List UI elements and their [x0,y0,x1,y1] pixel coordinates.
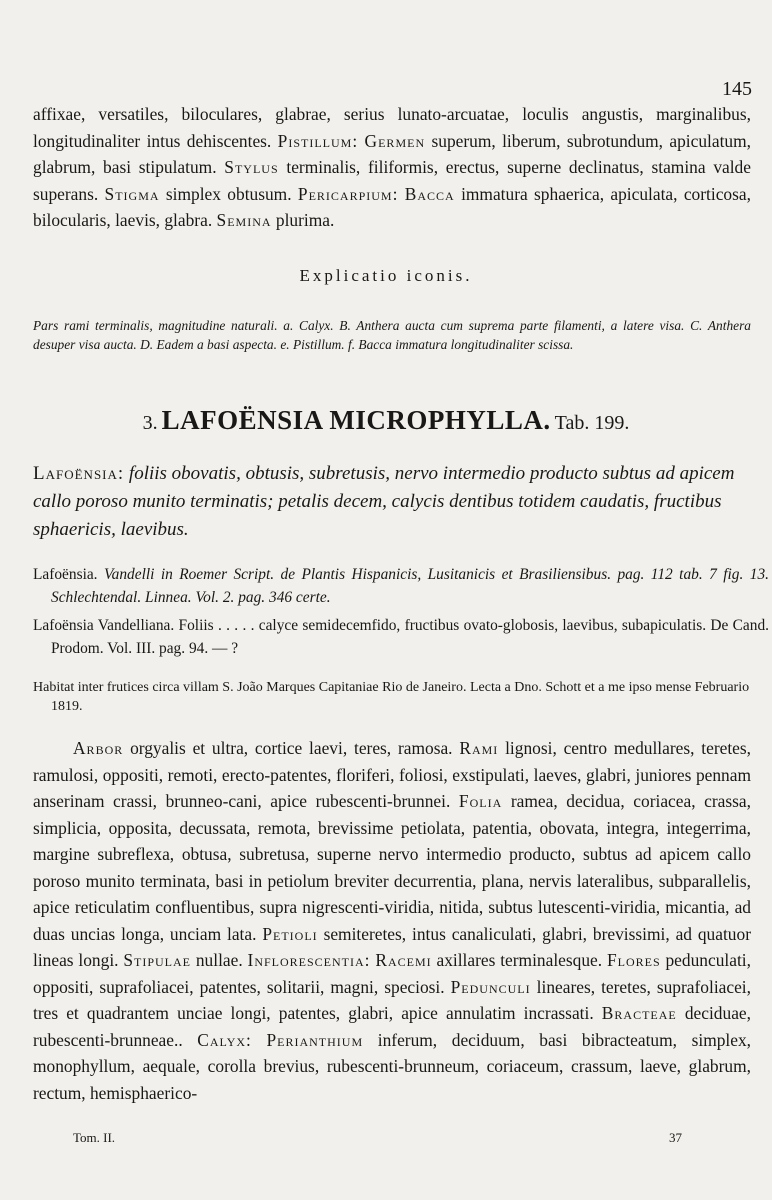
species-heading [0,405,772,436]
term-label: Bracteae [601,1003,677,1023]
term-label: Stylus [224,157,279,177]
description-paragraph [33,735,751,1106]
synonym-citation: Vandelli in Roemer Script. de Plantis Hispanicis, Lusitanicis et Brasiliensibus. pag. 112 tab. 7 fig. 13. Schlechtendal. Linnea. Vol. 2. pag. 346 certe. [51,566,769,606]
text-span: lineares, teretes, suprafoliacei, tres et quadrantem unciae longi, patentes, glabri, apice annulatim incrassati. [33,976,751,1023]
term-label: Stigma [104,183,160,204]
term-label: Semina [216,210,272,230]
volume-signature: Tom. II. [73,1130,116,1145]
diagnosis-text: foliis obovatis, obtusis, subretusis, nervo intermedio producto subtus ad apicem callo poroso munito terminatis; petalis decem, calycis dentibus totidem caudatis, fructibus sphaericis, laevibus. [33,463,735,540]
plate-reference: Tab. 199. [554,412,630,434]
text-span: deciduae, rubescenti-brunneae.. [33,1003,751,1050]
synonym-lead: Lafoënsia Vandelliana. [33,617,175,634]
gathering-signature: 37 [669,1130,682,1145]
synonym-citation: Foliis . . . . . calyce semidecemfido, fructibus ovato-globosis, laevibus, subapiculatis. De Cand. Prodom. Vol. III. pag. 94. — ? [51,617,769,657]
top-paragraph [33,101,751,234]
text-span: simplex obtusum. [165,183,292,204]
term-label: Racemi [375,950,432,970]
explicatio-text: Pars rami terminalis, magnitudine naturali. a. Calyx. B. Anthera aucta cum suprema parte filamenti, a latere visa. C. Anthera desuper visa aucta. D. Eadem a basi aspecta. e. Pistillum. f. Bacca immatura longitudinaliter scissa. [33,318,751,352]
synonym-entry [33,563,769,609]
term-label: Folia [458,791,503,811]
diagnosis [33,460,751,544]
text-span: affixae, versatiles, biloculares, glabrae, serius lunato-arcuatae, loculis angustis, marginalibus, longitudinaliter intus dehiscentes. [33,104,751,151]
text-span: inferum, deciduum, basi bibracteatum, simplex, monophyllum, aequale, corolla brevius, rubescenti-brunneum, coriaceum, crassum, laeve, glabrum, rectum, hemisphaerico- [33,1029,752,1103]
text-span: orgyalis et ultra, cortice laevi, teres, ramosa. [130,738,453,758]
term-label: Pericarpium: [297,183,399,204]
term-label: Germen [364,130,426,151]
term-label: Calyx: [197,1029,252,1050]
synonym-lead: Lafoënsia. [33,566,98,583]
text-span: immatura sphaerica, apiculata, corticosa, bilocularis, laevis, glabra. [33,183,751,230]
term-label: Pedunculi [450,976,531,997]
text-span: nullae. [195,950,243,970]
habitat-note: Habitat inter frutices circa villam S. João Marques Capitaniae Rio de Janeiro. Lecta a Dno. Schott et a me ipso mense Februario 1819. [33,680,750,714]
species-number: 3. [142,412,158,434]
term-label: Inflorescentia: [247,950,371,970]
term-label: Rami [459,738,499,758]
text-span: lignosi, centro medullares, teretes, ramulosi, oppositi, remoti, erecto-patentes, floriferi, foliosi, exstipulati, laeves, glabri, juniores pennam anserinam crassi, brunneo-cani, apice rubescenti-brunnei. [33,738,752,811]
text-span: pedunculati, oppositi, suprafoliacei, patentes, solitarii, magni, speciosi. [33,950,751,997]
term-label: Pistillum: [277,130,359,151]
text-span: superum, liberum, subrotundum, apiculatum, glabrum, basi stipulatum. [33,130,752,177]
text-span: axillares terminalesque. [436,950,603,970]
page-number: 145 [722,78,752,100]
text-span: terminalis, filiformis, erectus, superne declinatus, stamina valde superans. [33,157,751,204]
term-label: Arbor [73,738,124,758]
text-span: plurima. [275,210,335,230]
term-label: Stipulae [123,950,192,970]
explicatio-title: Explicatio iconis. [299,266,473,285]
term-label: Bacca [404,183,455,204]
term-label: Flores [606,950,661,970]
species-name: LAFOËNSIA MICROPHYLLA. [161,405,551,435]
term-label: Perianthium [266,1029,364,1050]
diagnosis-lead: Lafoënsia: [33,463,125,484]
text-span: semiteretes, intus canaliculati, glabri, brevissimi, ad quatuor lineas longi. [33,923,751,970]
synonym-entry [33,614,769,660]
text-span: ramea, decidua, coriacea, crassa, simplicia, opposita, decussata, remota, brevissime petiolata, patentia, obovata, integra, integerrima, margine subreflexa, obtusa, subretusa, superne nervo intermedio producto, subtus ad apicem callo poroso munito terminata, basi in petiolum breviter decurrentia, plana, nervis lateralibus, subparallelis, apice reticulatim confluentibus, supra nigrescenti-viridia, nitida, subtus lutescenti-viridia, micantia, ad duas uncias longa, unciam lata. [33,791,751,944]
term-label: Petioli [262,923,318,944]
